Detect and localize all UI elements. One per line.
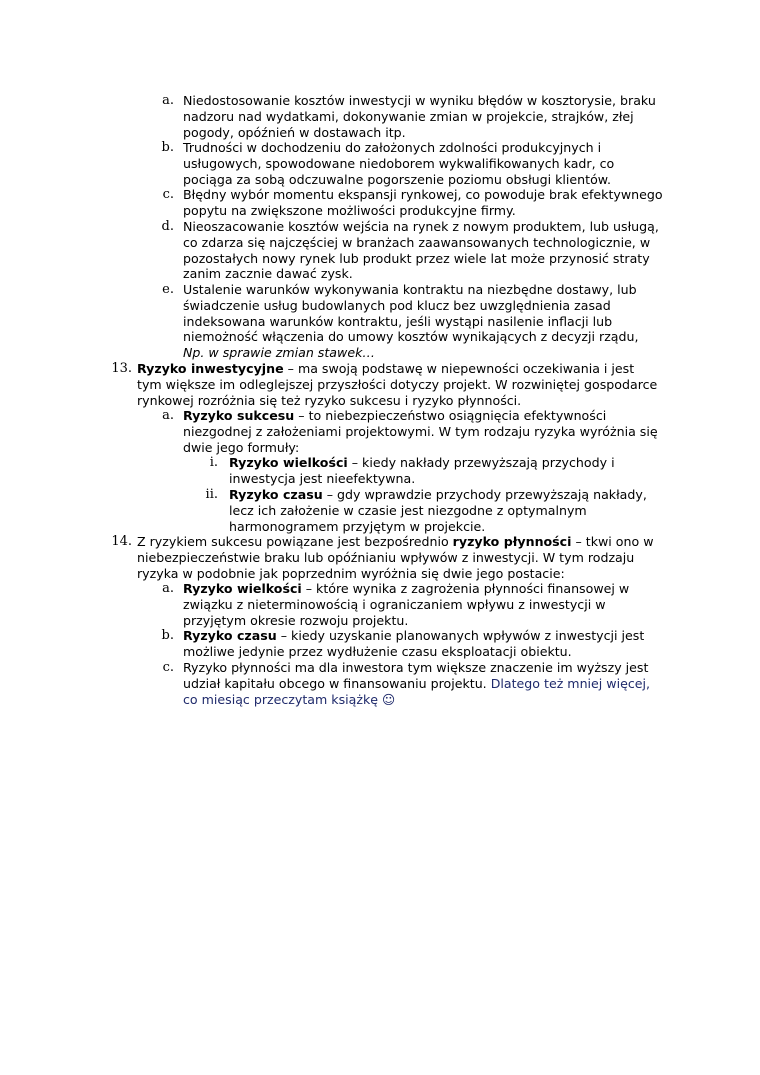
list-marker: e.	[162, 282, 174, 297]
list-marker: i.	[209, 455, 218, 470]
list-marker: 14.	[111, 534, 132, 549]
list-marker: a.	[162, 581, 174, 596]
text-line: niemożność włączenia do umowy kosztów wynikających z decyzji rządu,	[183, 329, 639, 345]
list-item-text	[229, 487, 699, 534]
bold-term: Ryzyko sukcesu	[183, 408, 295, 423]
blue-text-run: Dlatego też mniej więcej,	[490, 675, 651, 691]
bold-term: Ryzyko czasu	[229, 487, 323, 502]
text-line: popytu na zwiększone możliwości produkcyjne firmy.	[183, 202, 516, 218]
list-item-text	[183, 219, 703, 282]
bold-term: Ryzyko inwestycyjne	[137, 361, 284, 376]
list-marker: a.	[162, 93, 174, 108]
list-item-text	[183, 581, 703, 628]
italic-text: Np. w sprawie zmian stawek…	[183, 345, 375, 361]
list-marker: b.	[161, 140, 174, 155]
text-run: udział kapitału obcego w finansowaniu projektu.	[183, 675, 491, 691]
text-run: – gdy wprawdzie przychody przewyższają nakłady,	[322, 487, 647, 502]
list-item-text	[183, 408, 703, 455]
text-line: harmonogramem przyjętym w projekcie.	[229, 518, 486, 534]
text-line: pociąga za sobą odczuwalne pogorszenie poziomu obsługi klientów.	[183, 171, 611, 187]
list-item-text	[183, 660, 703, 707]
text-line: tym większe im odleglejszej przyszłości dotyczy projekt. W rozwiniętej gospodarce	[137, 376, 658, 392]
list-item-text	[137, 361, 697, 408]
text-line: rynkowej rozróżnia się też ryzyko sukcesu i ryzyko płynności.	[137, 392, 522, 408]
list-item-text	[183, 93, 703, 140]
text-line: możliwe jedynie przez wydłużenie czasu eksploatacji obiektu.	[183, 643, 572, 659]
text-line: pogody, opóźnień w dostawach itp.	[183, 124, 406, 140]
text-run: – ma swoją podstawę w niepewności oczekiwania i jest	[283, 361, 635, 376]
list-item-text	[137, 534, 697, 581]
text-line: dwie jego formuły:	[183, 439, 300, 455]
text-line: co zdarza się najczęściej w branżach zaawansowanych technologicznie, w	[183, 234, 651, 250]
bold-term: Ryzyko wielkości	[229, 455, 348, 470]
list-item-text	[229, 455, 699, 487]
list-item-text	[183, 628, 703, 660]
text-line: Ustalenie warunków wykonywania kontraktu na niezbędne dostawy, lub	[183, 282, 637, 297]
text-line: świadczenie usług budowlanych pod klucz bez uwzględnienia zasad	[183, 297, 611, 313]
text-line: pozostałych nowy rynek lub produkt przez wiele lat może przynosić straty	[183, 250, 650, 266]
text-line: inwestycja jest nieefektywna.	[229, 470, 416, 486]
text-line: Ryzyko płynności ma dla inwestora tym większe znaczenie im wyższy jest	[183, 660, 649, 675]
list-marker: b.	[161, 628, 174, 643]
list-marker: 13.	[111, 361, 132, 376]
list-marker: c.	[162, 660, 174, 675]
text-line: nadzoru nad wydatkami, dokonywanie zmian w projekcie, strajków, złej	[183, 108, 634, 124]
text-line: ryzyka w podobnie jak poprzednim wyróżnia się dwie jego postacie:	[137, 565, 565, 581]
list-marker: a.	[162, 408, 174, 423]
text-line: Błędny wybór momentu ekspansji rynkowej, co powoduje brak efektywnego	[183, 187, 663, 202]
list-marker: c.	[162, 187, 174, 202]
text-run: – kiedy uzyskanie planowanych wpływów z inwestycji jest	[276, 628, 645, 643]
bold-term: ryzyko płynności	[452, 534, 572, 549]
list-item-text	[183, 282, 703, 361]
list-marker: d.	[161, 219, 174, 234]
list-marker: ii.	[205, 487, 218, 502]
text-run: – to niebezpieczeństwo osiągnięcia efektywności	[294, 408, 607, 423]
text-line: usługowych, spowodowane niedoborem wykwalifikowanych kadr, co	[183, 155, 615, 171]
text-line: niebezpieczeństwie braku lub opóźnianiu wpływów z inwestycji. W tym rodzaju	[137, 549, 635, 565]
bold-term: Ryzyko wielkości	[183, 581, 302, 596]
list-item-text	[183, 140, 703, 187]
text-run: – które wynika z zagrożenia płynności finansowej w	[301, 581, 630, 596]
text-line: niezgodnej z założeniami projektowymi. W tym rodzaju ryzyka wyróżnia się	[183, 423, 658, 439]
text-line: związku z nieterminowością i ograniczaniem wpływu z inwestycji w	[183, 596, 606, 612]
text-run: – tkwi ono w	[571, 534, 654, 549]
list-item-text	[183, 187, 703, 219]
text-line: Trudności w dochodzeniu do założonych zdolności produkcyjnych i	[183, 140, 602, 155]
blue-text-run: co miesiąc przeczytam książkę ☺	[183, 691, 396, 707]
text-line: zanim zacznie dawać zysk.	[183, 266, 353, 282]
bold-term: Ryzyko czasu	[183, 628, 277, 643]
text-line: przyjętym okresie rozwoju projektu.	[183, 612, 409, 628]
text-line: lecz ich założenie w czasie jest niezgodne z optymalnym	[229, 502, 587, 518]
text-run: – kiedy nakłady przewyższają przychody i	[347, 455, 615, 470]
text-line: indeksowana warunków kontraktu, jeśli wystąpi nasilenie inflacji lub	[183, 313, 613, 329]
text-line: Nieoszacowanie kosztów wejścia na rynek z nowym produktem, lub usługą,	[183, 219, 659, 234]
text-line: Niedostosowanie kosztów inwestycji w wyniku błędów w kosztorysie, braku	[183, 93, 656, 108]
text-run: Z ryzykiem sukcesu powiązane jest bezpośrednio	[137, 534, 453, 549]
